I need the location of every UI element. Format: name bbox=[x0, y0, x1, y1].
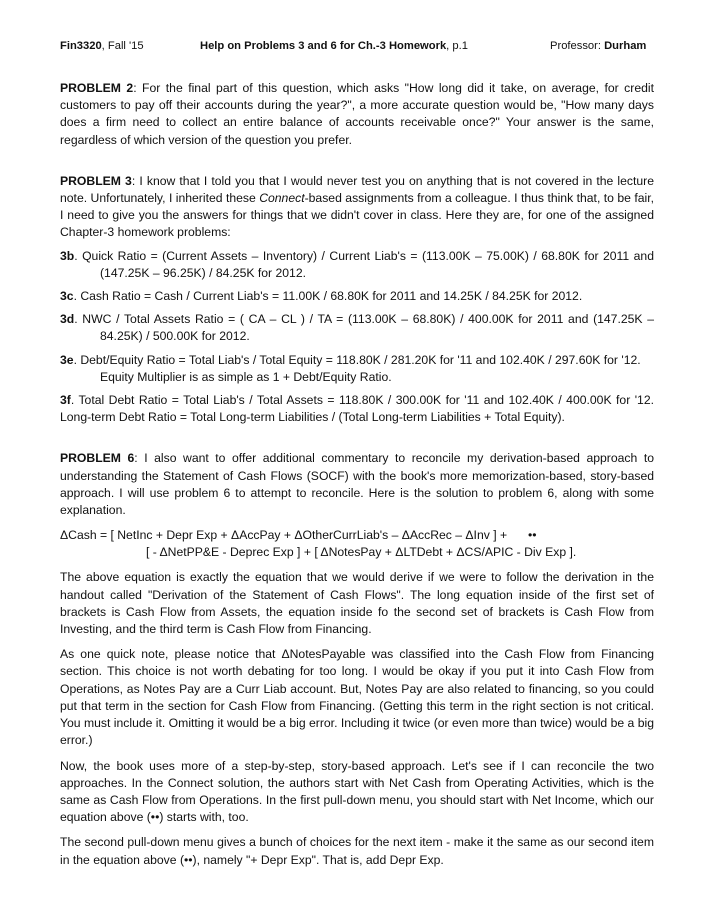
problem-2-label: PROBLEM 2 bbox=[60, 81, 134, 95]
problem-2-paragraph: PROBLEM 2: For the final part of this question, which asks "How long did it take, on average, for credit customers to pay off their accounts during the year?", a more accurate question would be, "How many days does a firm need to collect an entire balance of accounts receivable once?" Your answer is the same, regardless of which version of the question you prefer. bbox=[60, 81, 654, 147]
equation-marker: •• bbox=[528, 528, 537, 543]
document-page bbox=[60, 38, 654, 869]
problem-3e: 3e. Debt/Equity Ratio = Total Liab's / Total Equity = 118.80K / 281.20K for '11 and 102.40K / 297.60K for '12. bbox=[60, 352, 641, 367]
professor-label: Professor: Durham bbox=[550, 40, 647, 52]
problem-3b: 3b. Quick Ratio = (Current Assets – Inventory) / Current Liab's = (113.00K – 75.00K) / 68.80K for 2011 and (147.25K – 96.25K) / 84.25K for 2012. bbox=[60, 248, 654, 280]
problem-3f: 3f. Total Debt Ratio = Total Liab's / Total Assets = 118.80K / 300.00K for '11 and 102.40K / 400.00K for '12. Long-term Debt Ratio = Total Long-term Liabilities / (Total Long-term Liabilities + Total Equity). bbox=[60, 393, 654, 425]
document-title: Help on Problems 3 and 6 for Ch.-3 Homework, p.1 bbox=[200, 40, 468, 52]
problem-3d: 3d. NWC / Total Assets Ratio = ( CA – CL ) / TA = (113.00K – 68.80K) / 400.00K for 2011 and (147.25K – 84.25K) / 500.00K for 2012. bbox=[60, 312, 654, 344]
problem-6-para-1: The above equation is exactly the equation that we would derive if we were to follow the derivation in the handout called "Derivation of the Statement of Cash Flows". The long equation inside of the first set of brackets is Cash Flow from Assets, the equation inside fo the second set of brackets is Cash Flow from Investing, and the third term is Cash Flow from Financing. bbox=[60, 570, 654, 637]
cash-equation-line-2: [ - ΔNetPP&E - Deprec Exp ] + [ ΔNotesPay + ΔLTDebt + ΔCS/APIC - Div Exp ]. bbox=[146, 545, 577, 560]
problem-3e-note: Equity Multiplier is as simple as 1 + Debt/Equity Ratio. bbox=[100, 369, 392, 384]
page-header bbox=[60, 38, 654, 56]
problem-6-para-2: As one quick note, please notice that ΔNotesPayable was classified into the Cash Flow from Financing section. This choice is not worth debating for too long. I would be okay if you put it into Cash Flow from Operations, as Notes Pay are a Curr Liab account. But, Notes Pay are also related to financing, so you could put that term in the section for Cash Flow from Financing. (Getting this term in the right section is not critical. You must include it. Omitting it would be a big error. Including it twice (or even more than twice) would be a big error.) bbox=[60, 647, 654, 748]
problem-6-para-3: Now, the book uses more of a step-by-step, story-based approach. Let's see if I can reconcile the two approaches. In the Connect solution, the authors start with Net Cash from Operating Activities, which is the same as Cash Flow from Operations. In the first pull-down menu, you should start with Net Income, which our equation above (••) starts with, too. bbox=[60, 758, 654, 825]
course-label: Fin3320, Fall '15 bbox=[60, 40, 144, 52]
problem-6-para-4: The second pull-down menu gives a bunch of choices for the next item - make it the same as our second item in the equation above (••), namely "+ Depr Exp". That is, add Depr Exp. bbox=[60, 835, 654, 867]
problem-3-label: PROBLEM 3 bbox=[60, 173, 132, 188]
problem-3c: 3c. Cash Ratio = Cash / Current Liab's = 11.00K / 68.80K for 2011 and 14.25K / 84.25K for 2012. bbox=[60, 289, 583, 304]
problem-6-label: PROBLEM 6 bbox=[60, 451, 135, 466]
problem-6-intro: PROBLEM 6: I also want to offer additional commentary to reconcile my derivation-based approach to understanding the Statement of Cash Flows (SOCF) with the book's more memorization-based, story-based approach. I will use problem 6 to attempt to reconcile. Here is the solution to problem 6, along with some explanation. bbox=[60, 451, 654, 518]
cash-equation-line-1: ΔCash = [ NetInc + Depr Exp + ΔAccPay + ΔOtherCurrLiab's – ΔAccRec – ΔInv ] + •• bbox=[60, 527, 654, 544]
problem-3-intro: PROBLEM 3: I know that I told you that I would never test you on anything that is not covered in the lecture note. Unfortunately, I inherited these Connect-based assignments from a colleague. I thus think that, to be fair, I need to give you the answers for things that we didn't cover in class. Here they are, for one of the assigned Chapter-3 homework problems: bbox=[60, 173, 654, 240]
